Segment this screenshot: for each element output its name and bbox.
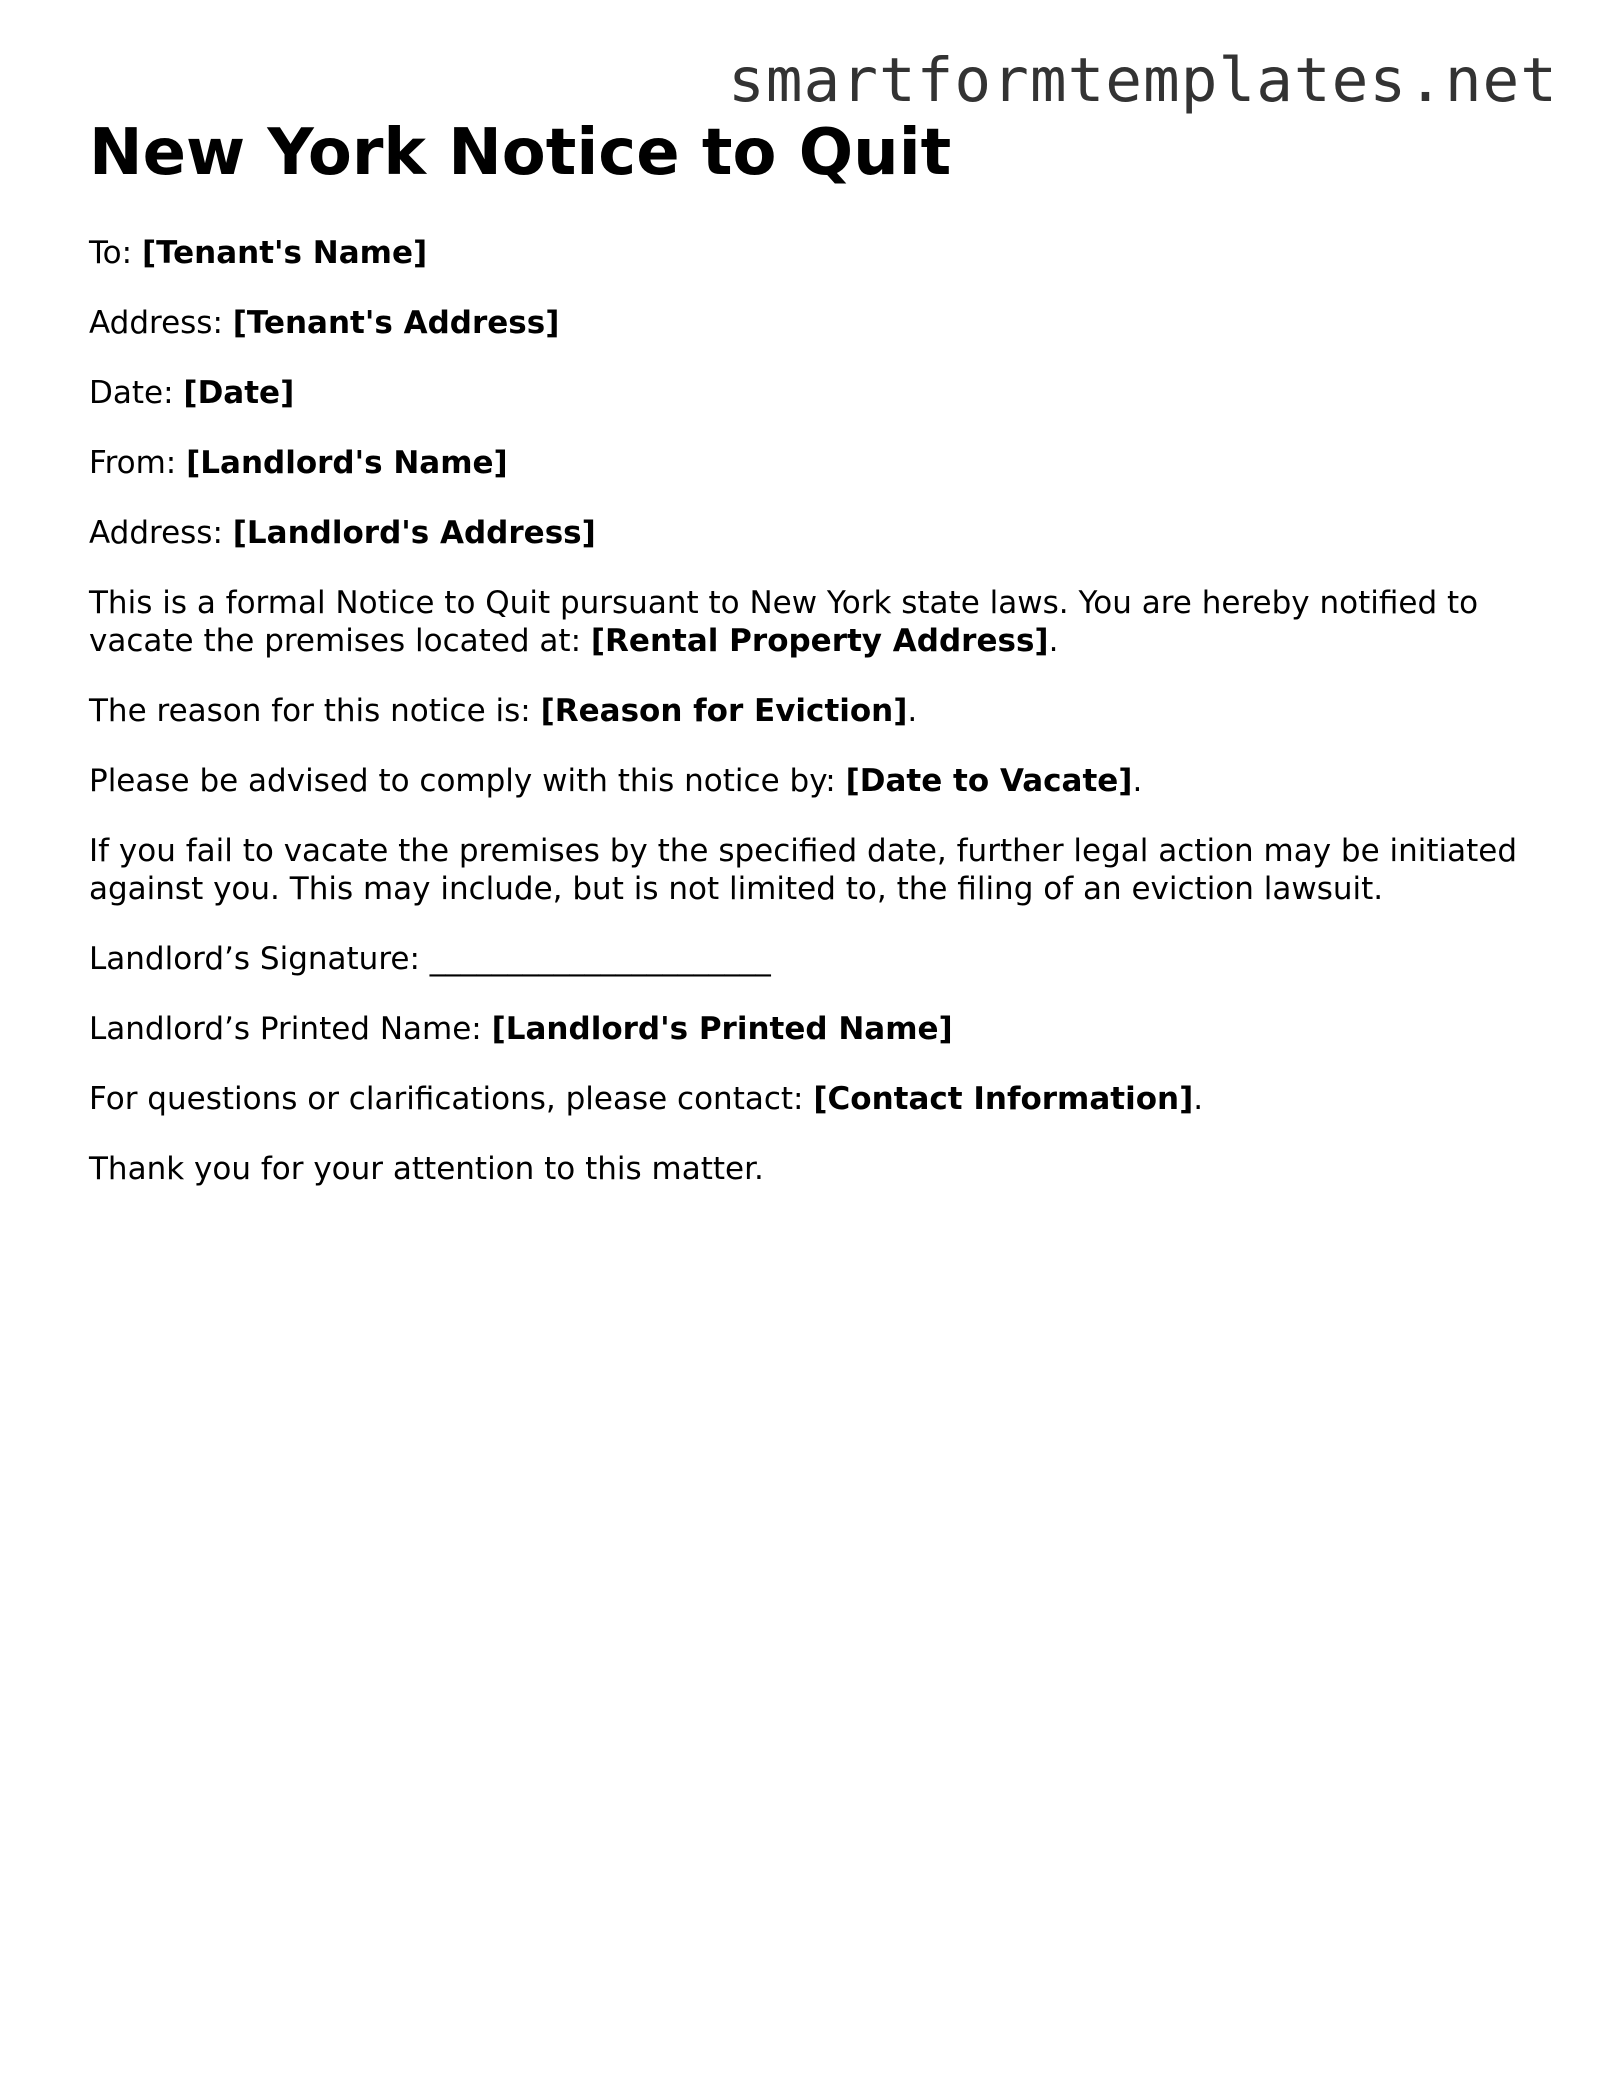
contact-text: For questions or clarifications, please contact:	[89, 1081, 804, 1118]
date-placeholder: [Date]	[183, 375, 295, 412]
warning-paragraph: If you fail to vacate the premises by the specified date, further legal action may be initiated against you. This may include, but is not limited to, the filing of an eviction lawsuit.	[89, 833, 1518, 908]
notice-end: .	[1048, 623, 1059, 660]
printed-name-line	[89, 1010, 1529, 1048]
to-line	[89, 234, 1529, 272]
landlord-name-placeholder: [Landlord's Name]	[186, 445, 508, 482]
notice-text: This is a formal Notice to Quit pursuant to New York state laws. You are hereby notified to vacate the premises located at:	[89, 585, 1479, 660]
page-title: New York Notice to Quit	[89, 116, 952, 190]
tenant-name-placeholder: [Tenant's Name]	[141, 235, 428, 272]
landlord-address-line	[89, 514, 1529, 552]
from-line	[89, 444, 1529, 482]
tenant-address-placeholder: [Tenant's Address]	[232, 305, 560, 342]
rental-property-placeholder: [Rental Property Address]	[590, 623, 1049, 660]
comply-text: Please be advised to comply with this notice by:	[89, 763, 836, 800]
contact-end: .	[1193, 1081, 1204, 1118]
reason-paragraph	[89, 692, 1529, 730]
landlord-address-placeholder: [Landlord's Address]	[232, 515, 596, 552]
comply-paragraph	[89, 762, 1529, 800]
notice-paragraph	[89, 584, 1529, 660]
printed-name-placeholder: [Landlord's Printed Name]	[491, 1011, 953, 1048]
site-watermark: smartformtemplates.net	[728, 45, 1558, 116]
contact-placeholder: [Contact Information]	[813, 1081, 1194, 1118]
signature-label: Landlord’s Signature:	[89, 941, 420, 978]
notice-document	[89, 118, 1529, 1220]
landlord-address-label: Address:	[89, 515, 223, 552]
date-line	[89, 374, 1529, 412]
reason-placeholder: [Reason for Eviction]	[540, 693, 908, 730]
date-to-vacate-placeholder: [Date to Vacate]	[845, 763, 1133, 800]
reason-text: The reason for this notice is:	[89, 693, 531, 730]
closing-line: Thank you for your attention to this matter.	[89, 1151, 764, 1188]
reason-end: .	[907, 693, 918, 730]
from-label: From:	[89, 445, 177, 482]
to-label: To:	[89, 235, 133, 272]
date-label: Date:	[89, 375, 174, 412]
signature-line	[89, 940, 1529, 978]
signature-blank: ______________________	[429, 941, 771, 978]
comply-end: .	[1132, 763, 1143, 800]
tenant-address-label: Address:	[89, 305, 223, 342]
contact-paragraph	[89, 1080, 1529, 1118]
printed-name-label: Landlord’s Printed Name:	[89, 1011, 482, 1048]
tenant-address-line	[89, 304, 1529, 342]
